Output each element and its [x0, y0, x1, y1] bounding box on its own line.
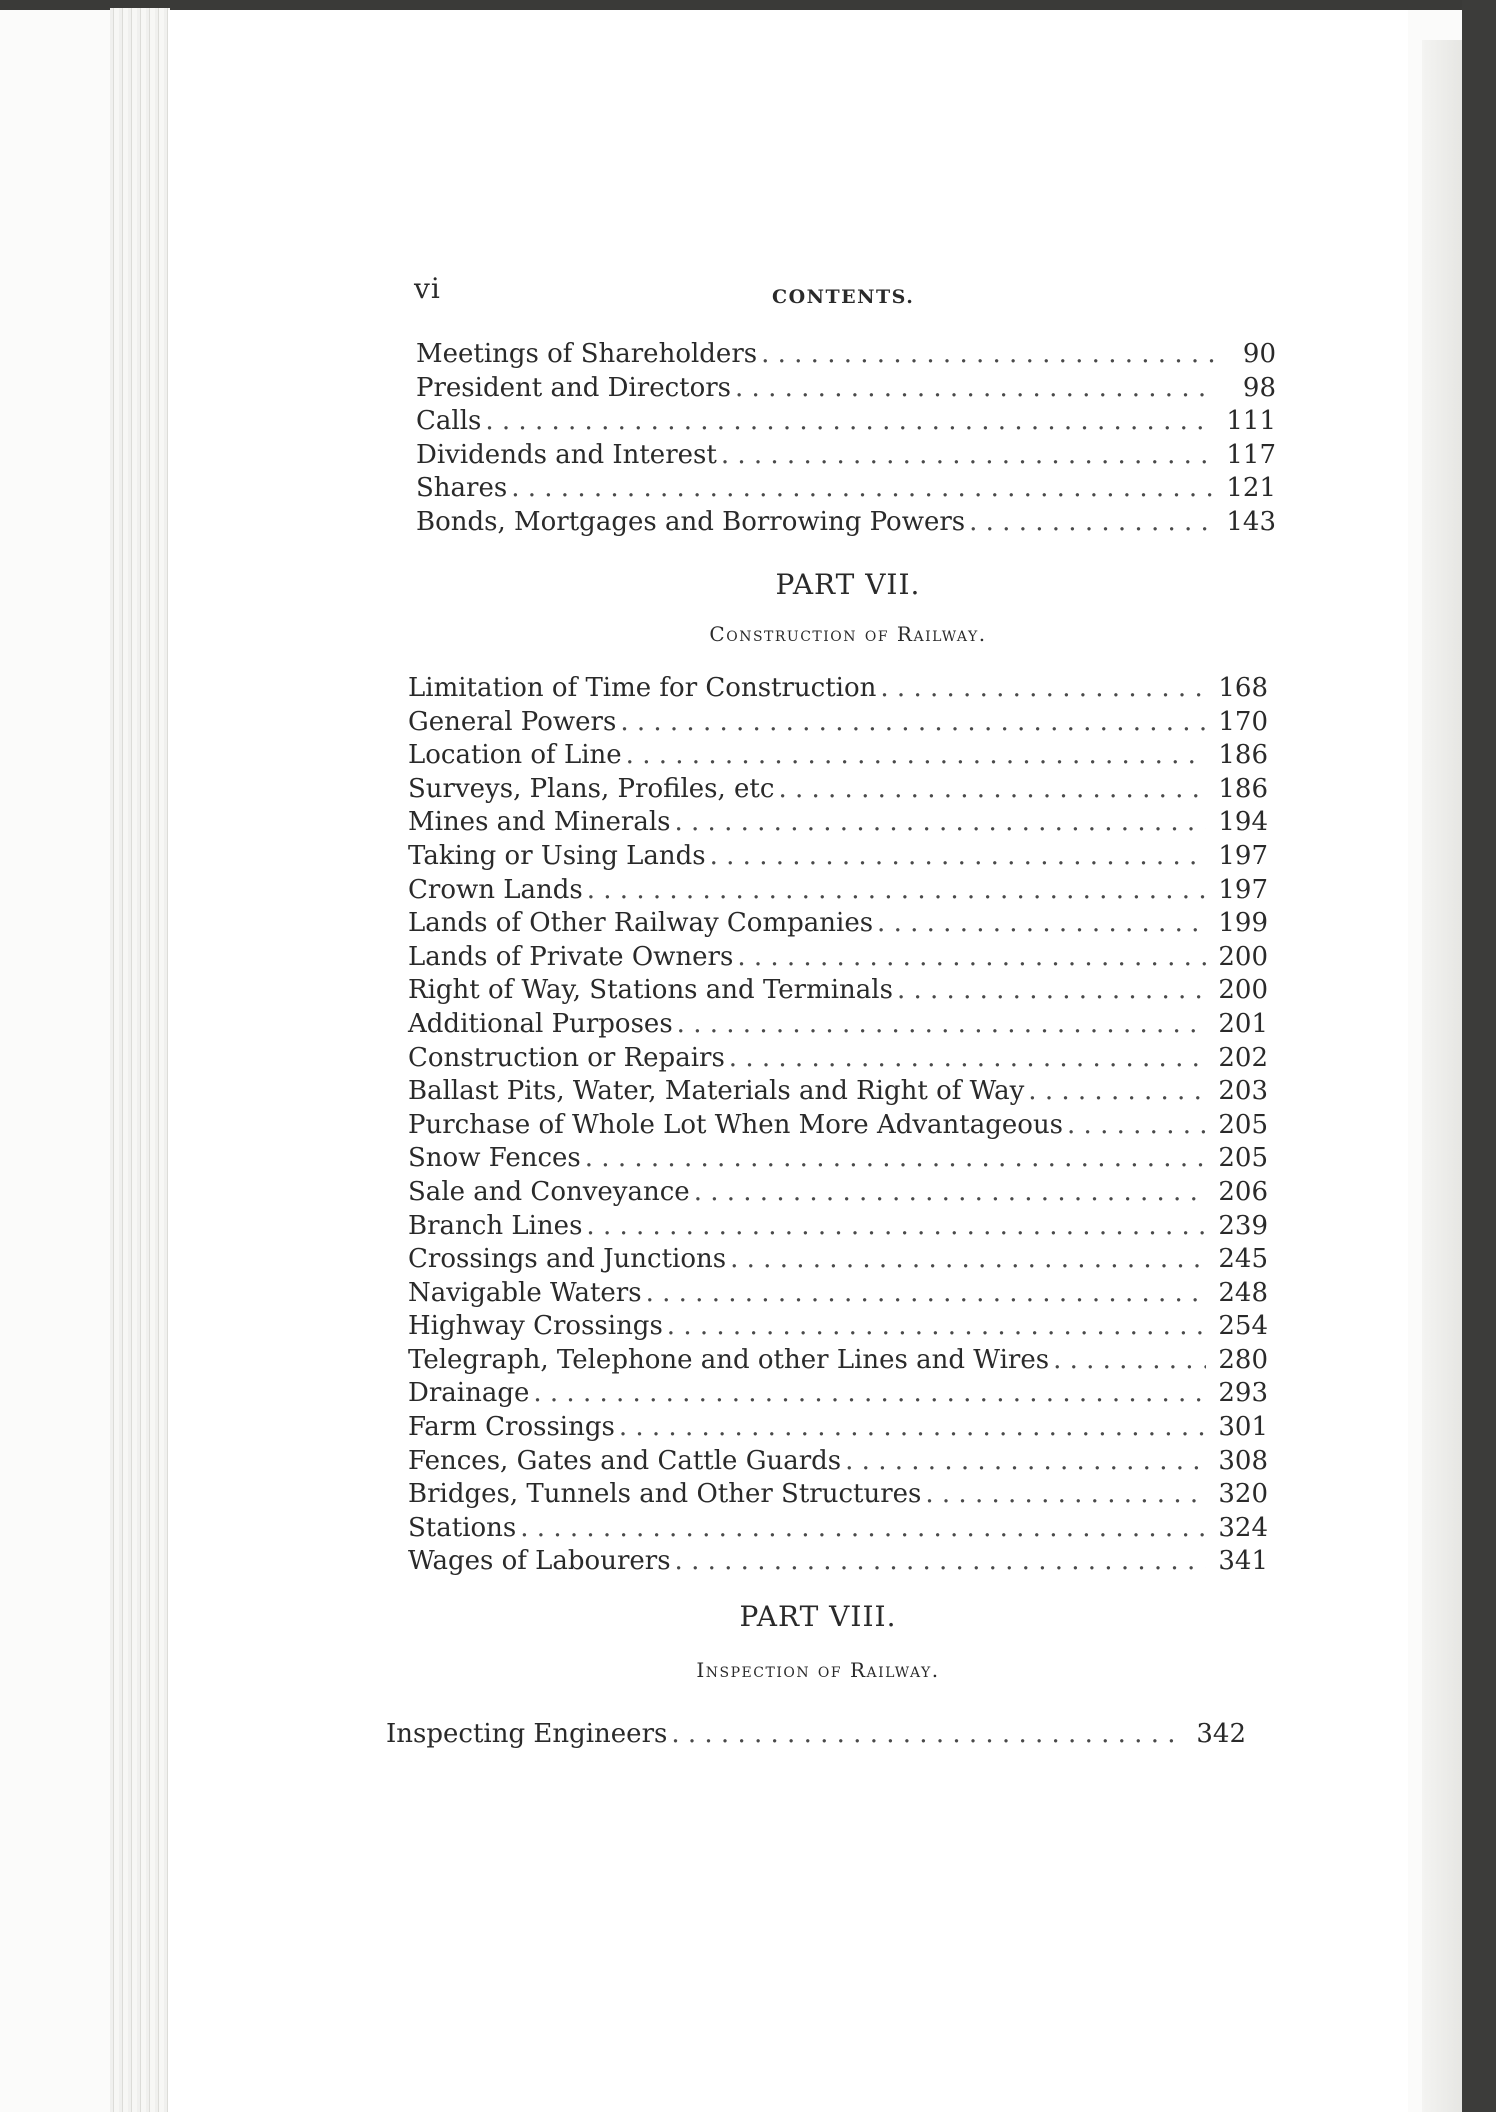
toc-entry: [408, 1310, 1268, 1344]
toc-entry-title: Sale and Conveyance: [408, 1176, 690, 1207]
toc-entry-title: Crown Lands: [408, 874, 583, 905]
toc-list-part-vii: [408, 672, 1268, 1579]
toc-entry-page-number: 186: [1218, 773, 1268, 804]
dot-leader: [626, 739, 1206, 773]
toc-entry: [408, 1008, 1268, 1042]
toc-entry-page-number: 117: [1226, 439, 1276, 470]
toc-entry-title: Navigable Waters: [408, 1277, 642, 1308]
spine-shadow: [1422, 40, 1462, 2112]
toc-entry-title: Crossings and Junctions: [408, 1244, 727, 1275]
dot-leader: [1053, 1344, 1206, 1378]
toc-entry: [408, 907, 1268, 941]
toc-entry: [408, 1142, 1268, 1176]
toc-entry-page-number: 197: [1218, 874, 1268, 905]
toc-entry: [408, 1277, 1268, 1311]
page-sheet: [168, 10, 1408, 2112]
dot-leader: [925, 1478, 1206, 1512]
toc-entry-page-number: 205: [1218, 1109, 1268, 1140]
toc-entry-title: Mines and Minerals: [408, 807, 671, 838]
toc-entry-page-number: 301: [1218, 1412, 1268, 1443]
dot-leader: [587, 874, 1206, 908]
toc-entry-page-number: 324: [1218, 1512, 1268, 1543]
toc-entry-title: Bridges, Tunnels and Other Structures: [408, 1479, 922, 1510]
toc-entry-title: Location of Line: [408, 740, 622, 771]
toc-entry-page-number: 199: [1218, 908, 1268, 939]
toc-entry: [416, 372, 1276, 406]
toc-entry: [408, 1478, 1268, 1512]
toc-entry-title: Lands of Other Railway Companies: [408, 908, 874, 939]
toc-entry-page-number: 239: [1218, 1210, 1268, 1241]
dot-leader: [646, 1277, 1206, 1311]
toc-entry-title: Wages of Labourers: [408, 1546, 671, 1577]
toc-entry-page-number: 202: [1218, 1042, 1268, 1073]
toc-entry-title: Right of Way, Stations and Terminals: [408, 975, 893, 1006]
toc-entry: [386, 1718, 1246, 1752]
toc-entry-title: Drainage: [408, 1378, 530, 1409]
part-vii-heading: PART VII.: [775, 568, 921, 601]
toc-entry-page-number: 341: [1218, 1546, 1268, 1577]
toc-entry: [408, 1545, 1268, 1579]
toc-entry: [408, 739, 1268, 773]
dot-leader: [1028, 1075, 1206, 1109]
toc-entry-page-number: 121: [1226, 473, 1276, 504]
toc-entry-title: Construction or Repairs: [408, 1042, 725, 1073]
toc-entry-title: Inspecting Engineers: [386, 1719, 668, 1749]
toc-entry-title: Taking or Using Lands: [408, 840, 706, 871]
toc-entry-title: Additional Purposes: [408, 1008, 673, 1039]
dot-leader: [778, 773, 1206, 807]
dot-leader: [730, 1243, 1206, 1277]
dot-leader: [677, 1008, 1206, 1042]
toc-entry-title: Calls: [416, 406, 482, 437]
toc-entry-title: Highway Crossings: [408, 1311, 663, 1342]
dot-leader: [520, 1512, 1206, 1546]
toc-entry: [408, 1210, 1268, 1244]
toc-entry-page-number: 200: [1218, 975, 1268, 1006]
toc-entry-page-number: 197: [1218, 840, 1268, 871]
toc-entry-title: Purchase of Whole Lot When More Advantageous: [408, 1109, 1064, 1140]
toc-entry-page-number: 200: [1218, 941, 1268, 972]
toc-entry: [408, 874, 1268, 908]
toc-entry-page-number: 254: [1218, 1311, 1268, 1342]
dot-leader: [877, 907, 1206, 941]
toc-entry-page-number: 201: [1218, 1008, 1268, 1039]
toc-entry-title: Ballast Pits, Water, Materials and Right of Way: [408, 1076, 1025, 1107]
dot-leader: [620, 706, 1206, 740]
toc-entry-title: Branch Lines: [408, 1210, 583, 1241]
running-head: CONTENTS.: [772, 286, 915, 308]
toc-entry: [408, 974, 1268, 1008]
toc-entry-page-number: 308: [1218, 1445, 1268, 1476]
toc-entry: [408, 706, 1268, 740]
toc-entry-title: Shares: [416, 473, 508, 504]
toc-entry-page-number: 206: [1218, 1176, 1268, 1207]
toc-entry: [408, 1176, 1268, 1210]
toc-entry: [408, 1042, 1268, 1076]
dot-leader: [761, 338, 1214, 372]
toc-entry-page-number: 293: [1218, 1378, 1268, 1409]
part-viii-heading: PART VIII.: [739, 1600, 897, 1633]
toc-entry-page-number: 186: [1218, 740, 1268, 771]
toc-entry-page-number: 205: [1218, 1143, 1268, 1174]
toc-entry-title: Limitation of Time for Construction: [408, 673, 877, 703]
dot-leader: [585, 1142, 1206, 1176]
toc-entry-page-number: 194: [1218, 807, 1268, 838]
dot-leader: [721, 439, 1214, 473]
toc-entry-page-number: 203: [1218, 1076, 1268, 1107]
part-viii-subheading: Inspection of Railway.: [696, 1658, 940, 1682]
toc-entry-title: Farm Crossings: [408, 1412, 615, 1443]
toc-entry: [408, 672, 1268, 706]
scan-backdrop-top: [0, 0, 1496, 10]
toc-entry-page-number: 143: [1226, 506, 1276, 537]
toc-list-part-viii: [386, 1718, 1246, 1752]
dot-leader: [586, 1210, 1206, 1244]
dot-leader: [694, 1176, 1206, 1210]
toc-entry-page-number: 248: [1218, 1277, 1268, 1308]
toc-entry: [416, 439, 1276, 473]
dot-leader: [880, 672, 1206, 706]
toc-entry: [416, 472, 1276, 506]
toc-entry-title: General Powers: [408, 706, 617, 737]
dot-leader: [533, 1377, 1206, 1411]
part-vii-subheading: Construction of Railway.: [709, 622, 987, 646]
toc-entry-title: Telegraph, Telephone and other Lines and Wires: [408, 1344, 1050, 1375]
toc-entry: [408, 1512, 1268, 1546]
toc-entry-page-number: 170: [1218, 706, 1268, 737]
toc-entry-title: Snow Fences: [408, 1143, 581, 1174]
page-edges: [110, 8, 170, 2112]
toc-entry-page-number: 98: [1242, 372, 1276, 403]
toc-entry: [416, 506, 1276, 540]
toc-entry-title: President and Directors: [416, 372, 732, 403]
dot-leader: [969, 506, 1214, 540]
toc-entry-title: Stations: [408, 1512, 517, 1543]
toc-entry: [408, 1109, 1268, 1143]
toc-entry: [408, 773, 1268, 807]
toc-entry-title: Bonds, Mortgages and Borrowing Powers: [416, 506, 966, 537]
toc-entry: [408, 1075, 1268, 1109]
toc-entry: [408, 1377, 1268, 1411]
scan-backdrop-right: [1462, 0, 1496, 2112]
dot-leader: [511, 472, 1214, 506]
dot-leader: [671, 1718, 1184, 1752]
toc-entry-page-number: 320: [1218, 1479, 1268, 1510]
toc-entry: [416, 338, 1276, 372]
toc-entry-page-number: 245: [1218, 1244, 1268, 1275]
toc-entry-page-number: 280: [1218, 1344, 1268, 1375]
dot-leader: [737, 941, 1206, 975]
dot-leader: [897, 974, 1206, 1008]
toc-entry-title: Fences, Gates and Cattle Guards: [408, 1445, 842, 1476]
toc-entry-title: Meetings of Shareholders: [416, 339, 758, 369]
toc-entry: [408, 1243, 1268, 1277]
dot-leader: [619, 1411, 1206, 1445]
dot-leader: [845, 1445, 1206, 1479]
toc-entry-page-number: 168: [1218, 673, 1268, 703]
toc-entry: [408, 840, 1268, 874]
dot-leader: [675, 806, 1207, 840]
dot-leader: [710, 840, 1206, 874]
toc-entry: [408, 1445, 1268, 1479]
toc-entry: [408, 806, 1268, 840]
dot-leader: [729, 1042, 1206, 1076]
toc-entry: [408, 1411, 1268, 1445]
page-folio: vi: [414, 272, 441, 305]
toc-entry-page-number: 111: [1226, 406, 1276, 437]
toc-entry-title: Surveys, Plans, Profiles, etc: [408, 773, 775, 804]
toc-entry-title: Dividends and Interest: [416, 439, 717, 470]
toc-entry: [416, 405, 1276, 439]
toc-list-section-a: [416, 338, 1276, 540]
dot-leader: [735, 372, 1214, 406]
dot-leader: [485, 405, 1214, 439]
toc-entry-title: Lands of Private Owners: [408, 941, 734, 972]
toc-entry: [408, 941, 1268, 975]
toc-entry: [408, 1344, 1268, 1378]
toc-entry-page-number: 90: [1242, 339, 1276, 369]
toc-entry-page-number: 342: [1196, 1719, 1246, 1749]
dot-leader: [675, 1545, 1206, 1579]
dot-leader: [667, 1310, 1206, 1344]
dot-leader: [1067, 1109, 1206, 1143]
